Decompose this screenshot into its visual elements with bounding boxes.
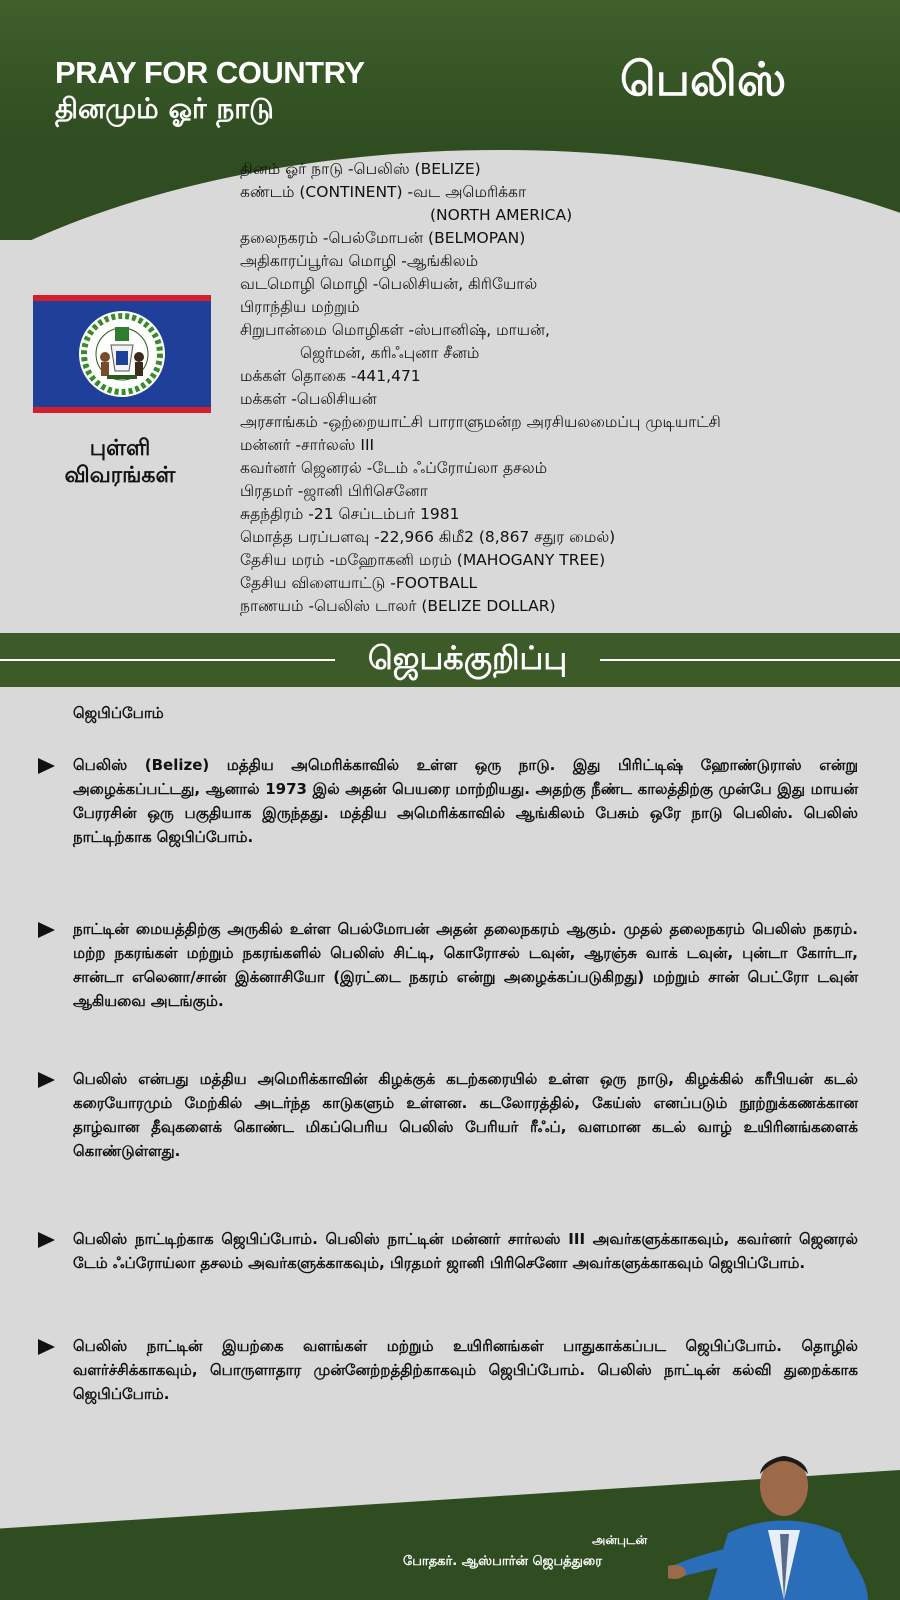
belize-flag bbox=[33, 295, 211, 413]
fact-line: கண்டம் (CONTINENT) -வட அமெரிக்கா bbox=[240, 183, 527, 201]
fact-line: மொத்த பரப்பளவு -22,966 கிமீ2 (8,867 சதுர மைல்) bbox=[240, 528, 616, 546]
pray-subtitle: தினமும் ஓர் நாடு bbox=[55, 92, 274, 125]
fact-line: (NORTH AMERICA) bbox=[430, 206, 573, 224]
facts-heading bbox=[30, 435, 210, 489]
fact-line: ஜெர்மன், கரிஃபுனா சீனம் bbox=[300, 344, 480, 362]
fact-line: தினம் ஓர் நாடு -பெலிஸ் (BELIZE) bbox=[240, 160, 481, 178]
country-name: பெலிஸ் bbox=[620, 52, 787, 106]
flag-coat-of-arms bbox=[79, 311, 165, 397]
bullet-arrow-icon bbox=[38, 1232, 55, 1248]
signature-greeting: அன்புடன் bbox=[592, 1533, 648, 1547]
fact-line: பிராந்திய மற்றும் bbox=[240, 298, 360, 316]
fact-line: சுதந்திரம் -21 செப்டம்பர் 1981 bbox=[240, 505, 460, 523]
prayer-point: நாட்டின் மையத்திற்கு அருகில் உள்ள பெல்மோபன் அதன் தலைநகரம் ஆகும். முதல் தலைநகரம் பெலிஸ் நகரம். மற்ற நகரங்கள் மற்றும் நகரங்களில் பெலிஸ் சிட்டி, கொரோசல் டவுன், ஆரஞ்சு வாக் டவுன், புன்டா கோர்டா, சான்டா எலெனா/சான் இக்னாசியோ (இரட்டை நகரம் என்று அழைக்கப்படுகிறது) மற்றும் சான் பெட்ரோ டவுன் ஆகியவை அடங்கும். bbox=[73, 920, 858, 1010]
bullet-arrow-icon bbox=[38, 758, 55, 774]
fact-line: சிறுபான்மை மொழிகள் -ஸ்பானிஷ், மாயன், bbox=[240, 321, 550, 339]
fact-line: வடமொழி மொழி -பெலிசியன், கிரியோல் bbox=[240, 275, 538, 293]
bullet-arrow-icon bbox=[38, 922, 55, 938]
fact-line: மன்னர் -சார்லஸ் III bbox=[240, 436, 375, 454]
preacher-photo bbox=[668, 1438, 900, 1600]
prayer-point: பெலிஸ் என்பது மத்திய அமெரிக்காவின் கிழக்குக் கடற்கரையில் உள்ள ஒரு நாடு, கிழக்கில் கரீபியன் கடல் கரையோரமும் மேற்கில் அடர்ந்த காடுகளும் உள்ளன. கடலோரத்தில், கேய்ஸ் எனப்படும் நூற்றுக்கணக்கான தாழ்வான தீவுகளைக் கொண்ட மிகப்பெரிய பெலிஸ் பேரியர் ரீஃப், வளமான கடல் வாழ் உயிரினங்களைக் கொண்டுள்ளது. bbox=[73, 1070, 858, 1160]
facts-list bbox=[240, 158, 890, 618]
bullet-arrow-icon bbox=[38, 1072, 55, 1088]
fact-line: தேசிய மரம் -மஹோகனி மரம் (MAHOGANY TREE) bbox=[240, 551, 606, 569]
fact-line: அரசாங்கம் -ஒற்றையாட்சி பாராளுமன்ற அரசியலமைப்பு முடியாட்சி bbox=[240, 413, 721, 431]
facts-heading-line2: விவரங்கள் bbox=[64, 463, 176, 488]
fact-line: தலைநகரம் -பெல்மோபன் (BELMOPAN) bbox=[240, 229, 526, 247]
fact-line: கவர்னர் ஜெனரல் -டேம் ஃப்ரோய்லா தசலம் bbox=[240, 459, 548, 477]
prayer-point: பெலிஸ் நாட்டிற்காக ஜெபிப்போம். பெலிஸ் நாட்டின் மன்னர் சார்லஸ் III அவர்களுக்காகவும், கவர்னர் ஜெனரல் டேம் ஃப்ரோய்லா தசலம் அவர்களுக்காகவும், பிரதமர் ஜானி பிரிசெனோ அவர்களுக்காகவும் ஜெபிப்போம். bbox=[73, 1230, 858, 1272]
prayer-point: பெலிஸ் நாட்டின் இயற்கை வளங்கள் மற்றும் உயிரினங்கள் பாதுகாக்கப்பட ஜெபிப்போம். தொழில் வளர்ச்சிக்காகவும், பொருளாதார முன்னேற்றத்திற்காகவும் ஜெபிப்போம். பெலிஸ் நாட்டின் கல்வி துறைக்காக ஜெபிப்போம். bbox=[73, 1337, 858, 1403]
fact-line: மக்கள் -பெலிசியன் bbox=[240, 390, 377, 408]
fact-line: அதிகாரப்பூர்வ மொழி -ஆங்கிலம் bbox=[240, 252, 479, 270]
fact-line: மக்கள் தொகை -441,471 bbox=[240, 367, 421, 385]
band-divider-right bbox=[600, 659, 900, 661]
prayer-intro: ஜெபிப்போம் bbox=[73, 704, 164, 722]
pray-title: PRAY FOR COUNTRY bbox=[55, 55, 365, 90]
band-divider-left bbox=[0, 659, 335, 661]
fact-line: நாணயம் -பெலிஸ் டாலர் (BELIZE DOLLAR) bbox=[240, 597, 556, 615]
signature-name: போதகர். ஆஸ்பார்ன் ஜெபத்துரை bbox=[403, 1554, 602, 1569]
fact-line: தேசிய விளையாட்டு -FOOTBALL bbox=[240, 574, 478, 592]
facts-heading-line1: புள்ளி bbox=[89, 436, 151, 461]
bullet-arrow-icon bbox=[38, 1339, 55, 1355]
prayer-title: ஜெபக்குறிப்பு bbox=[367, 639, 568, 677]
prayer-band bbox=[0, 633, 900, 687]
fact-line: பிரதமர் -ஜானி பிரிசெனோ bbox=[240, 482, 428, 500]
prayer-point: பெலிஸ் (Belize) மத்திய அமெரிக்காவில் உள்ள ஒரு நாடு. இது பிரிட்டிஷ் ஹோண்டுராஸ் என்று அழைக்கப்பட்டது, ஆனால் 1973 இல் அதன் பெயரை மாற்றியது. அதற்கு நீண்ட காலத்திற்கு முன்பே இது மாயன் பேரரசின் ஒரு பகுதியாக இருந்தது. மத்திய அமெரிக்காவில் ஆங்கிலம் பேசும் ஒரே நாடு பெலிஸ். பெலிஸ் நாட்டிற்காக ஜெபிப்போம். bbox=[73, 756, 858, 846]
